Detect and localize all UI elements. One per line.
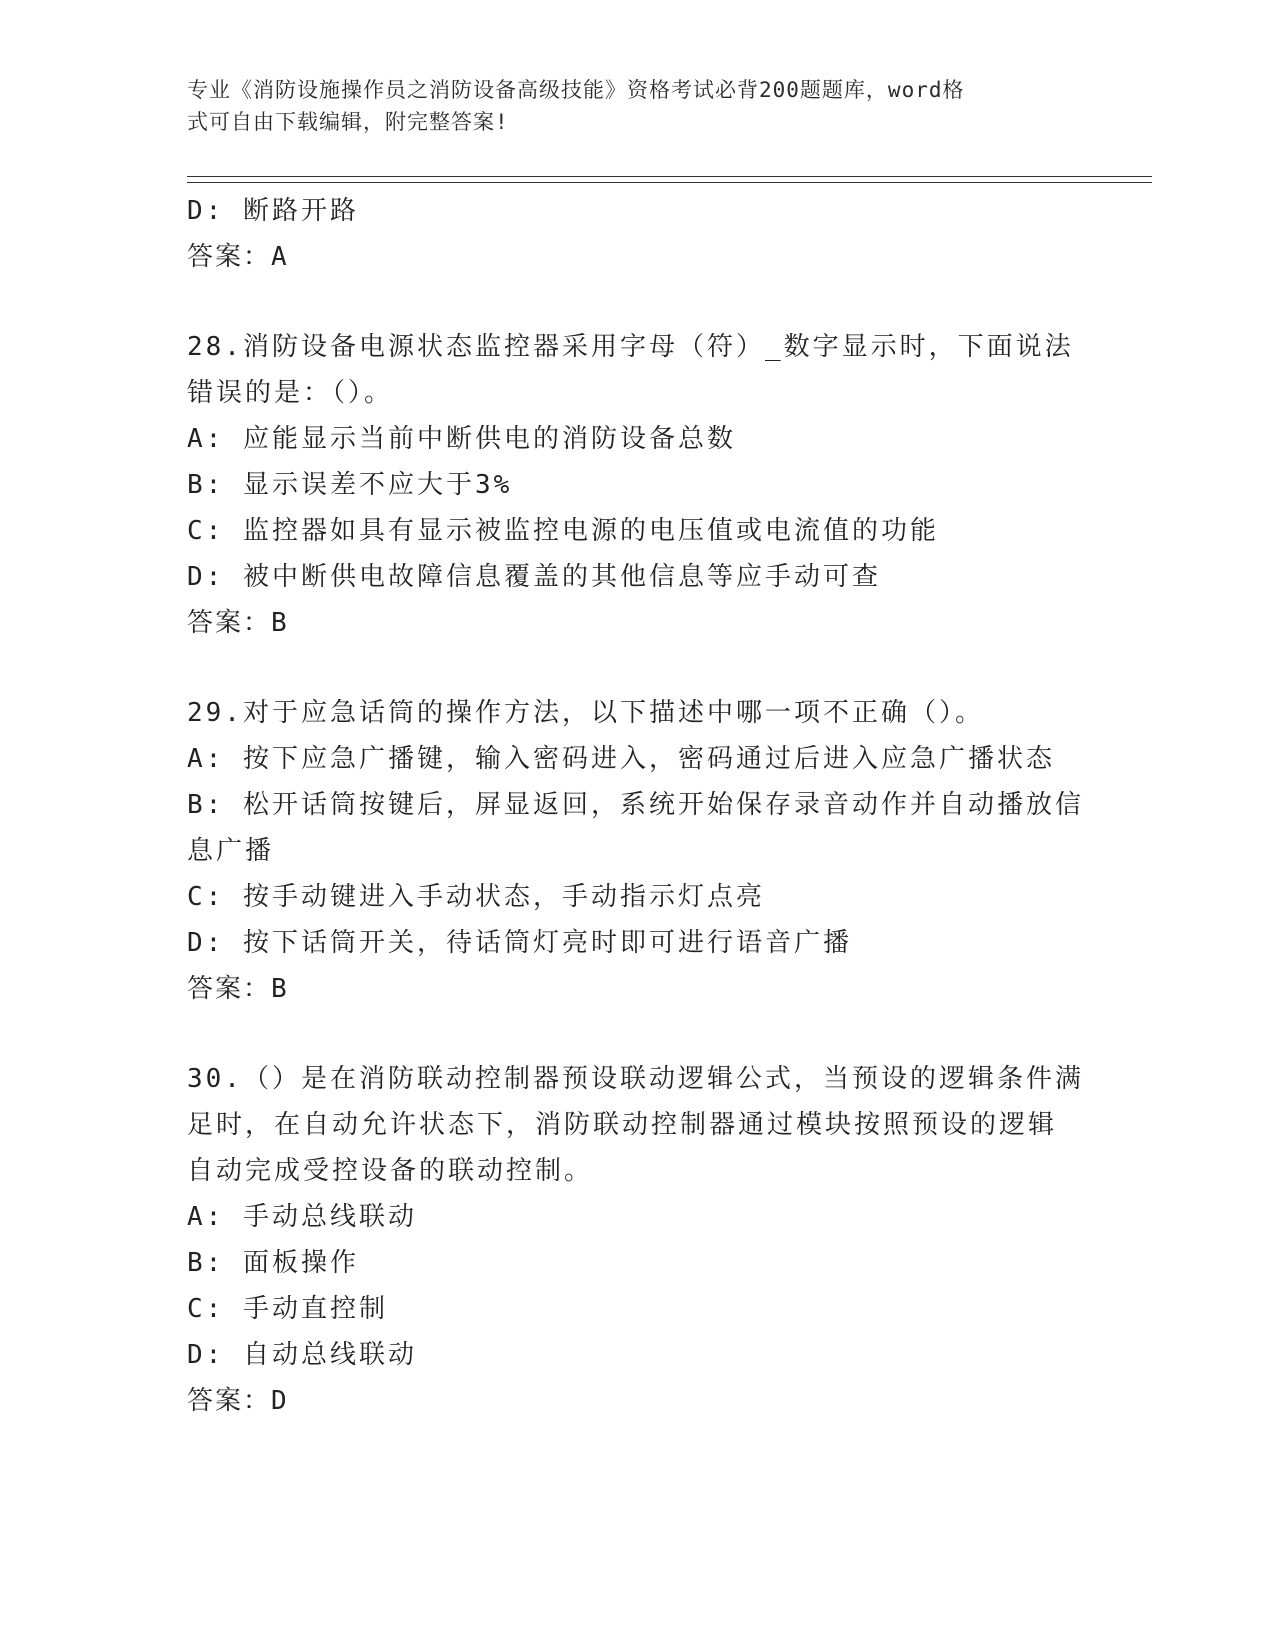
option-d: D: 被中断供电故障信息覆盖的其他信息等应手动可查 [187, 562, 881, 592]
option-b: B: 显示误差不应大于3% [187, 470, 513, 500]
question-stem: 自动完成受控设备的联动控制。 [187, 1156, 594, 1186]
question-stem: 28.消防设备电源状态监控器采用字母（符）_数字显示时，下面说法 [187, 332, 1074, 362]
option-d: D: 按下话筒开关，待话筒灯亮时即可进行语音广播 [187, 928, 852, 958]
header-divider-bottom [187, 182, 1152, 183]
previous-question-tail [187, 188, 1087, 280]
option-d: D: 自动总线联动 [187, 1340, 417, 1370]
option-d: D: 断路开路 [187, 196, 359, 226]
option-a: A: 应能显示当前中断供电的消防设备总数 [187, 424, 736, 454]
question-stem: 30.（）是在消防联动控制器预设联动逻辑公式，当预设的逻辑条件满 [187, 1064, 1084, 1094]
question-29 [187, 690, 1087, 1012]
answer: 答案：B [187, 974, 289, 1004]
question-30 [187, 1056, 1087, 1424]
header-line-2: 式可自由下载编辑，附完整答案! [187, 110, 509, 134]
question-stem: 错误的是：（）。 [187, 378, 394, 408]
option-c: C: 手动直控制 [187, 1294, 388, 1324]
answer: 答案：D [187, 1386, 289, 1416]
answer: 答案：B [187, 608, 289, 638]
option-c: C: 监控器如具有显示被监控电源的电压值或电流值的功能 [187, 516, 939, 546]
question-stem: 足时，在自动允许状态下，消防联动控制器通过模块按照预设的逻辑 [187, 1110, 1058, 1140]
option-c: C: 按手动键进入手动状态，手动指示灯点亮 [187, 882, 765, 912]
question-list [187, 188, 1087, 1424]
option-b: B: 面板操作 [187, 1248, 359, 1278]
question-stem: 29.对于应急话筒的操作方法，以下描述中哪一项不正确（）。 [187, 698, 984, 728]
option-b: B: 松开话筒按键后，屏显返回，系统开始保存录音动作并自动播放信 [187, 790, 1084, 820]
answer: 答案：A [187, 242, 289, 272]
option-a: A: 按下应急广播键，输入密码进入，密码通过后进入应急广播状态 [187, 744, 1055, 774]
question-28 [187, 324, 1087, 646]
spacer [187, 280, 1087, 324]
option-a: A: 手动总线联动 [187, 1202, 417, 1232]
spacer [187, 646, 1087, 690]
page-header [187, 74, 1067, 138]
option-b-continued: 息广播 [187, 836, 275, 866]
header-divider-top [187, 176, 1152, 177]
header-line-1: 专业《消防设施操作员之消防设备高级技能》资格考试必背200题题库，word格 [187, 78, 965, 102]
spacer [187, 1012, 1087, 1056]
